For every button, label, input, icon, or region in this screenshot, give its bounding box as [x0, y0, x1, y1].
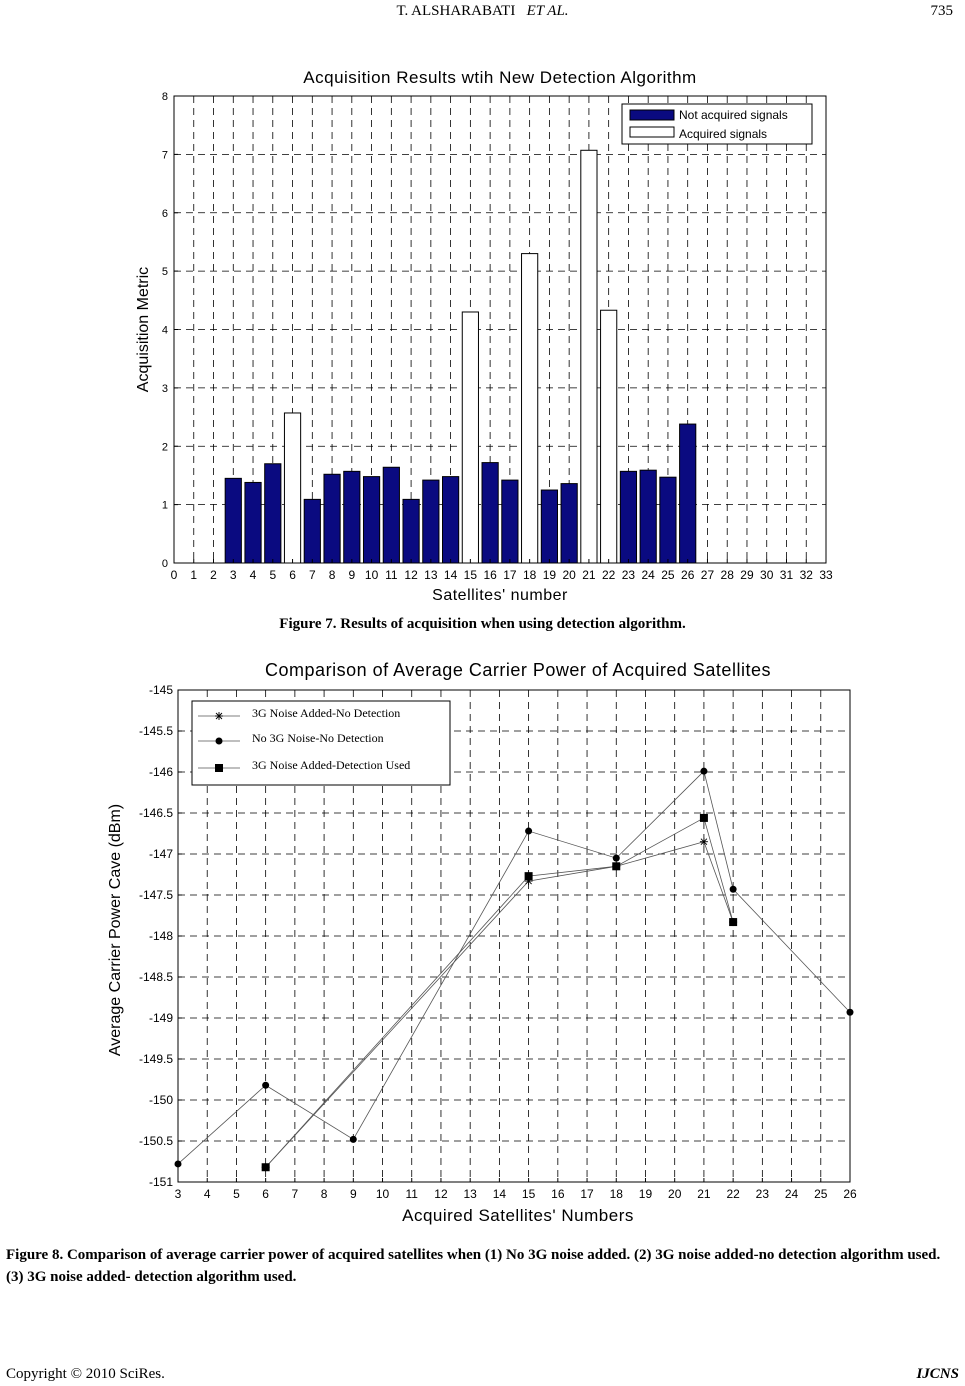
y-tick-label: 0 — [161, 558, 168, 570]
y-tick-label: -146.5 — [138, 806, 173, 820]
y-tick-label: 4 — [161, 324, 168, 337]
x-tick-label: 10 — [375, 1187, 390, 1201]
x-axis-label: Acquired Satellites' Numbers — [402, 1206, 634, 1225]
legend-label: No 3G Noise-No Detection — [252, 731, 384, 745]
square-marker — [215, 764, 223, 772]
y-tick-label: -151 — [148, 1175, 173, 1189]
x-tick-label: 24 — [641, 568, 655, 582]
y-tick-label: -147.5 — [138, 888, 173, 902]
y-tick-label: -150.5 — [138, 1134, 173, 1148]
x-tick-label: 21 — [697, 1187, 711, 1201]
y-tick-label: -149.5 — [138, 1052, 173, 1066]
circle-marker — [847, 1009, 854, 1016]
star-marker — [700, 838, 708, 846]
x-tick-label: 9 — [349, 1187, 357, 1201]
circle-marker — [730, 886, 737, 893]
x-tick-label: 33 — [819, 568, 833, 582]
x-tick-label: 7 — [308, 568, 316, 582]
x-tick-label: 8 — [328, 568, 336, 582]
x-tick-label: 16 — [483, 568, 497, 582]
square-marker — [700, 814, 708, 822]
star-marker — [215, 712, 223, 720]
circle-marker — [262, 1082, 269, 1089]
chart-title: Acquisition Results wtih New Detection Algorithm — [303, 68, 697, 87]
x-axis-label: Satellites' number — [432, 587, 568, 604]
x-tick-label: 30 — [760, 568, 774, 582]
x-tick-label: 27 — [700, 568, 715, 582]
y-axis-label: Average Carrier Power Cave (dBm) — [107, 803, 124, 1057]
x-tick-label: 6 — [289, 568, 296, 582]
x-tick-label: 15 — [463, 568, 478, 582]
x-tick-label: 11 — [385, 568, 398, 582]
copyright-notice: Copyright © 2010 SciRes. — [6, 1366, 165, 1382]
x-tick-label: 22 — [601, 568, 616, 582]
circle-marker — [350, 1136, 357, 1143]
x-tick-label: 11 — [405, 1187, 418, 1201]
x-tick-label: 19 — [542, 568, 557, 582]
x-tick-label: 5 — [233, 1187, 240, 1201]
x-tick-label: 1 — [190, 568, 198, 582]
y-tick-label: -148.5 — [138, 970, 173, 984]
x-tick-label: 19 — [638, 1187, 653, 1201]
x-tick-label: 6 — [262, 1187, 269, 1201]
x-tick-label: 26 — [681, 568, 695, 582]
x-tick-label: 13 — [463, 1187, 477, 1201]
x-tick-label: 3 — [174, 1187, 182, 1201]
running-head-etal: ET AL. — [526, 3, 569, 19]
series-line-circle — [178, 771, 850, 1164]
y-tick-label: 2 — [161, 441, 168, 454]
x-tick-label: 21 — [582, 568, 596, 582]
x-tick-label: 12 — [434, 1187, 448, 1201]
x-tick-label: 24 — [784, 1187, 799, 1201]
x-tick-label: 32 — [799, 568, 813, 582]
y-tick-label: -145 — [148, 683, 173, 697]
y-tick-label: -146 — [148, 765, 173, 779]
x-tick-label: 29 — [740, 568, 754, 582]
x-tick-label: 13 — [424, 568, 438, 582]
running-head-author: T. ALSHARABATI — [396, 3, 516, 19]
x-tick-label: 18 — [609, 1187, 623, 1201]
x-tick-label: 20 — [668, 1187, 682, 1201]
y-tick-label: 6 — [161, 207, 168, 220]
page-number: 735 — [930, 3, 953, 19]
x-tick-label: 23 — [621, 568, 636, 582]
x-tick-label: 8 — [320, 1187, 328, 1201]
square-marker — [729, 918, 737, 926]
circle-marker — [525, 828, 532, 835]
square-marker — [262, 1163, 270, 1171]
chart-title: Comparison of Average Carrier Power of Acquired Satellites — [265, 660, 771, 680]
x-tick-label: 26 — [843, 1187, 857, 1201]
square-marker — [612, 862, 620, 870]
x-tick-label: 28 — [720, 568, 734, 582]
x-tick-label: 14 — [492, 1187, 507, 1201]
y-axis-label: Acquisition Metric — [135, 266, 152, 393]
x-tick-label: 17 — [503, 568, 517, 582]
y-tick-label: 3 — [161, 382, 168, 395]
x-tick-label: 2 — [210, 568, 217, 582]
x-tick-label: 25 — [814, 1187, 828, 1201]
legend-label-acquired: Acquired signals — [679, 127, 768, 141]
figure-7-caption: Figure 7. Results of acquisition when using detection algorithm. — [279, 616, 686, 632]
legend-label: 3G Noise Added-No Detection — [252, 706, 401, 720]
circle-marker — [613, 855, 620, 862]
x-tick-label: 3 — [229, 568, 237, 582]
x-tick-label: 14 — [443, 568, 458, 582]
circle-marker — [175, 1160, 182, 1167]
legend-label: 3G Noise Added-Detection Used — [252, 758, 411, 772]
x-tick-label: 23 — [755, 1187, 770, 1201]
x-tick-label: 15 — [521, 1187, 536, 1201]
legend-label-not-acquired: Not acquired signals — [679, 108, 788, 122]
x-tick-label: 10 — [364, 568, 379, 582]
x-tick-label: 0 — [170, 568, 178, 582]
x-tick-label: 18 — [522, 568, 537, 582]
legend — [192, 701, 450, 785]
y-tick-label: 8 — [161, 91, 168, 103]
x-tick-label: 5 — [269, 568, 277, 582]
x-tick-label: 31 — [779, 568, 794, 582]
y-tick-label: 5 — [161, 266, 168, 279]
x-tick-label: 25 — [661, 568, 675, 582]
y-tick-label: -148 — [148, 929, 173, 943]
y-tick-label: 1 — [161, 499, 168, 512]
circle-marker — [700, 768, 707, 775]
x-tick-label: 17 — [580, 1187, 594, 1201]
x-tick-label: 7 — [291, 1187, 299, 1201]
x-tick-label: 9 — [348, 568, 356, 582]
journal-name: IJCNS — [916, 1366, 959, 1382]
x-tick-label: 22 — [726, 1187, 740, 1201]
y-tick-label: -145.5 — [138, 724, 173, 738]
x-tick-label: 4 — [203, 1187, 211, 1201]
x-tick-label: 16 — [551, 1187, 565, 1201]
y-tick-label: -150 — [148, 1093, 173, 1107]
y-tick-label: -149 — [148, 1011, 173, 1025]
x-tick-label: 20 — [562, 568, 576, 582]
figure-8-caption: Figure 8. Comparison of average carrier power of acquired satellites when (1) No 3G noise added. (2) 3G noise added-no detection algorithm used. (3) 3G noise added- detection algorithm used. — [6, 1247, 941, 1285]
x-tick-label: 4 — [249, 568, 257, 582]
x-tick-label: 12 — [404, 568, 418, 582]
circle-marker — [216, 738, 223, 745]
square-marker — [525, 872, 533, 880]
y-tick-label: -147 — [148, 847, 173, 861]
y-tick-label: 7 — [161, 149, 168, 162]
